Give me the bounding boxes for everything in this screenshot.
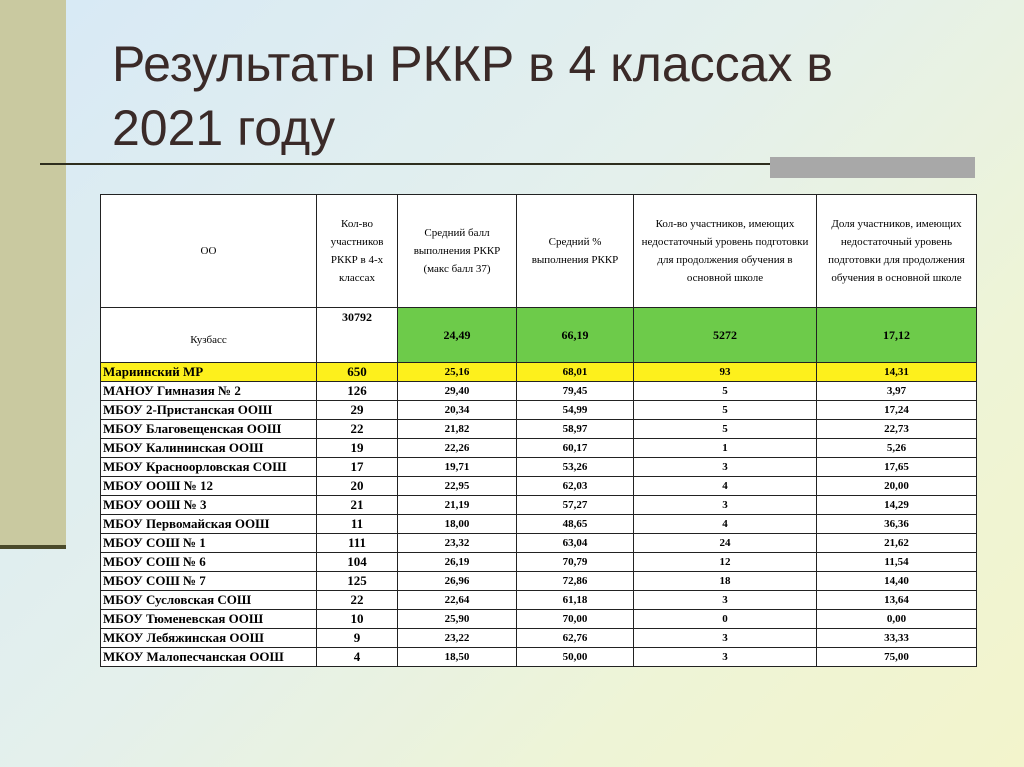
insufficient-count-cell: 4 [634,477,817,496]
district-total-row [101,363,977,382]
participants-count-cell: 22 [317,591,398,610]
school-name-cell: МБОУ Благовещенская ООШ [101,420,317,439]
participants-count-cell: 111 [317,534,398,553]
header-avg-score: Средний балл выполнения РККР (макс балл 37) [398,195,517,308]
insufficient-count-cell: 3 [634,591,817,610]
participants-count-cell: 104 [317,553,398,572]
avg-score-cell: 18,00 [398,515,517,534]
school-name-cell: МБОУ 2-Пристанская ООШ [101,401,317,420]
table-row [101,610,977,629]
insufficient-count-cell: 4 [634,515,817,534]
insufficient-count-cell: 3 [634,458,817,477]
avg-score-cell: 22,64 [398,591,517,610]
insufficient-count-cell: 5 [634,420,817,439]
avg-score-cell: 22,26 [398,439,517,458]
insufficient-share-cell: 17,24 [817,401,977,420]
avg-percent-cell: 72,86 [517,572,634,591]
participants-count-cell: 125 [317,572,398,591]
insufficient-count-cell: 0 [634,610,817,629]
header-oo: ОО [101,195,317,308]
kuzbass-avg-score: 24,49 [398,308,517,363]
kuzbass-count: 30792 [317,308,398,363]
avg-score-cell: 23,32 [398,534,517,553]
kuzbass-name: Кузбасс [101,308,317,363]
school-name-cell: МБОУ ООШ № 12 [101,477,317,496]
insufficient-count-cell: 5 [634,401,817,420]
table-row [101,629,977,648]
avg-percent-cell: 50,00 [517,648,634,667]
participants-count-cell: 4 [317,648,398,667]
insufficient-count-cell: 5 [634,382,817,401]
participants-count-cell: 17 [317,458,398,477]
insufficient-share-cell: 5,26 [817,439,977,458]
school-name-cell: МБОУ СОШ № 7 [101,572,317,591]
insufficient-share-cell: 17,65 [817,458,977,477]
participants-count-cell: 126 [317,382,398,401]
participants-count-cell: 20 [317,477,398,496]
kuzbass-insufficient-count: 5272 [634,308,817,363]
avg-score-cell: 25,90 [398,610,517,629]
insufficient-share-cell: 14,40 [817,572,977,591]
participants-count-cell: 19 [317,439,398,458]
avg-score-cell: 29,40 [398,382,517,401]
avg-percent-cell: 62,03 [517,477,634,496]
avg-score-cell: 18,50 [398,648,517,667]
participants-count-cell: 22 [317,420,398,439]
insufficient-share-cell: 11,54 [817,553,977,572]
header-insufficient-share: Доля участников, имеющих недостаточный уровень подготовки для продолжения обучения в основной школе [817,195,977,308]
avg-score-cell: 19,71 [398,458,517,477]
table-row [101,591,977,610]
insufficient-count-cell: 93 [634,363,817,382]
insufficient-share-cell: 75,00 [817,648,977,667]
participants-count-cell: 9 [317,629,398,648]
school-name-cell: МКОУ Малопесчанская ООШ [101,648,317,667]
table-row [101,515,977,534]
school-name-cell: МАНОУ Гимназия № 2 [101,382,317,401]
kuzbass-insufficient-share: 17,12 [817,308,977,363]
slide-title: Результаты РККР в 4 классах в 2021 году [112,36,833,156]
table-header-row [101,195,977,308]
table-row [101,420,977,439]
avg-score-cell: 20,34 [398,401,517,420]
avg-percent-cell: 70,00 [517,610,634,629]
kuzbass-row [101,308,977,363]
table-row [101,477,977,496]
insufficient-count-cell: 18 [634,572,817,591]
avg-percent-cell: 53,26 [517,458,634,477]
avg-score-cell: 21,82 [398,420,517,439]
insufficient-share-cell: 0,00 [817,610,977,629]
insufficient-share-cell: 14,29 [817,496,977,515]
participants-count-cell: 21 [317,496,398,515]
avg-percent-cell: 48,65 [517,515,634,534]
avg-score-cell: 22,95 [398,477,517,496]
avg-score-cell: 21,19 [398,496,517,515]
school-name-cell: МБОУ Красноорловская СОШ [101,458,317,477]
table-row [101,458,977,477]
avg-score-cell: 23,22 [398,629,517,648]
avg-percent-cell: 54,99 [517,401,634,420]
insufficient-share-cell: 14,31 [817,363,977,382]
avg-percent-cell: 70,79 [517,553,634,572]
kuzbass-avg-percent: 66,19 [517,308,634,363]
participants-count-cell: 29 [317,401,398,420]
school-name-cell: МБОУ СОШ № 1 [101,534,317,553]
avg-percent-cell: 62,76 [517,629,634,648]
avg-percent-cell: 58,97 [517,420,634,439]
avg-percent-cell: 63,04 [517,534,634,553]
avg-percent-cell: 60,17 [517,439,634,458]
table-row [101,553,977,572]
insufficient-count-cell: 3 [634,648,817,667]
school-name-cell: МБОУ СОШ № 6 [101,553,317,572]
avg-percent-cell: 79,45 [517,382,634,401]
participants-count-cell: 650 [317,363,398,382]
header-participants-count: Кол-во участников РККР в 4-х классах [317,195,398,308]
insufficient-share-cell: 22,73 [817,420,977,439]
school-name-cell: МБОУ Первомайская ООШ [101,515,317,534]
school-name-cell: МБОУ ООШ № 3 [101,496,317,515]
insufficient-share-cell: 21,62 [817,534,977,553]
avg-percent-cell: 57,27 [517,496,634,515]
avg-percent-cell: 68,01 [517,363,634,382]
avg-score-cell: 26,96 [398,572,517,591]
avg-score-cell: 26,19 [398,553,517,572]
insufficient-share-cell: 3,97 [817,382,977,401]
insufficient-count-cell: 3 [634,629,817,648]
school-name-cell: МБОУ Тюменевская ООШ [101,610,317,629]
title-divider-accent [770,157,975,178]
participants-count-cell: 11 [317,515,398,534]
insufficient-share-cell: 13,64 [817,591,977,610]
school-name-cell: МБОУ Калининская ООШ [101,439,317,458]
side-bar-underline [0,545,66,549]
school-name-cell: МКОУ Лебяжинская ООШ [101,629,317,648]
insufficient-count-cell: 3 [634,496,817,515]
avg-percent-cell: 61,18 [517,591,634,610]
insufficient-count-cell: 1 [634,439,817,458]
school-name-cell: Мариинский МР [101,363,317,382]
insufficient-count-cell: 12 [634,553,817,572]
table-row [101,382,977,401]
table-row [101,496,977,515]
decorative-side-bar [0,0,66,548]
insufficient-share-cell: 36,36 [817,515,977,534]
table-row [101,648,977,667]
insufficient-share-cell: 33,33 [817,629,977,648]
header-avg-percent: Средний % выполнения РККР [517,195,634,308]
table-row [101,401,977,420]
school-name-cell: МБОУ Сусловская СОШ [101,591,317,610]
insufficient-share-cell: 20,00 [817,477,977,496]
avg-score-cell: 25,16 [398,363,517,382]
participants-count-cell: 10 [317,610,398,629]
results-table [100,194,977,667]
table-row [101,439,977,458]
table-row [101,534,977,553]
title-divider-line [40,163,770,165]
table-row [101,572,977,591]
header-insufficient-count: Кол-во участников, имеющих недостаточный уровень подготовки для продолжения обучения в основной школе [634,195,817,308]
insufficient-count-cell: 24 [634,534,817,553]
